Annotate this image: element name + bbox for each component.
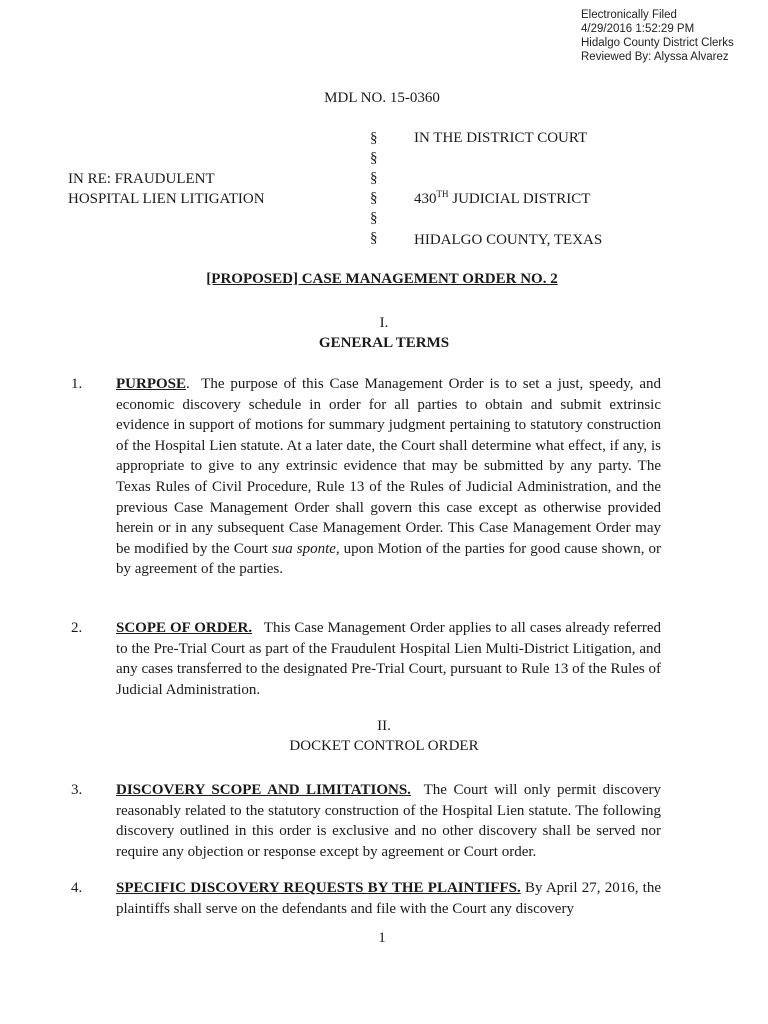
paragraph-body: SPECIFIC DISCOVERY REQUESTS BY THE PLAINTIFFS. By April 27, 2016, the plaintiffs shall serve on the defendants and file with the Court any discovery [116, 880, 662, 917]
judicial-district: 430TH JUDICIAL DISTRICT [414, 189, 591, 207]
case-style-line2: HOSPITAL LIEN LITIGATION [68, 191, 265, 207]
section-title: GENERAL TERMS [318, 335, 450, 351]
case-caption [0, 128, 768, 254]
order-title: [PROPOSED] CASE MANAGEMENT ORDER NO. 2 [206, 271, 558, 287]
paragraph-body: DISCOVERY SCOPE AND LIMITATIONS. The Court will only permit discovery reasonably related to the statutory construction of the Hospital Lien statute. The following discovery outlined in this order is exclusive and no other discovery shall be served nor require any objection or response except by agreement or Court order. [116, 782, 662, 860]
paragraph-body: PURPOSE. The purpose of this Case Management Order is to set a just, speedy, and economic discovery schedule in order for all parties to obtain and submit extrinsic evidence in support of motions for summary judgment pertaining to statutory construction of the Hospital Lien statute. At a later date, the Court shall determine what effect, if any, is appropriate to give to any extrinsic evidence that may be submitted by any party. The Texas Rules of Civil Procedure, Rule 13 of the Rules of Judicial Administration, and the previous Case Management Order shall govern this case except as otherwise provided herein or in any subsequent Case Management Order. This Case Management Order may be modified by the Court sua sponte, upon Motion of the parties for good cause shown, or by agreement of the parties. [116, 376, 661, 578]
section-title: DOCKET CONTROL ORDER [289, 738, 479, 754]
case-style [68, 169, 265, 209]
section-symbol-column [370, 128, 378, 248]
section-symbol: § [370, 170, 378, 186]
paragraph-purpose [71, 374, 661, 580]
page-number: 1 [378, 930, 386, 946]
section-numeral: I. [379, 315, 389, 331]
paragraph-lead: DISCOVERY SCOPE AND LIMITATIONS. [116, 782, 411, 798]
filing-stamp-date: 4/29/2016 1:52:29 PM [581, 23, 695, 35]
county-name: HIDALGO COUNTY, TEXAS [414, 232, 603, 248]
section-symbol: § [370, 230, 378, 246]
paragraph-lead: PURPOSE [116, 376, 187, 392]
filing-stamp-clerk: Hidalgo County District Clerks [581, 37, 734, 49]
italic-term: sua sponte [271, 540, 336, 557]
section-symbol: § [370, 190, 378, 206]
mdl-number: MDL NO. 15-0360 [324, 90, 440, 106]
filing-stamp-line: Electronically Filed [581, 9, 677, 21]
filing-stamp-reviewer: Reviewed By: Alyssa Alvarez [581, 51, 729, 63]
section-symbol: § [370, 150, 378, 166]
case-style-line1: IN RE: FRAUDULENT [68, 171, 215, 187]
paragraph-specific-discovery [71, 878, 661, 919]
paragraph-number: 1. [71, 376, 83, 392]
section-numeral: II. [377, 718, 391, 734]
section-heading-1 [0, 313, 768, 353]
paragraph-body: SCOPE OF ORDER. This Case Management Order applies to all cases already referred to the Pre-Trial Court as part of the Fraudulent Hospital Lien Multi-District Litigation, and any cases transferred to the designated Pre-Trial Court, pursuant to Rule 13 of the Rules of Judicial Administration. [116, 620, 661, 698]
paragraph-number: 2. [71, 620, 83, 636]
electronic-filing-stamp [581, 8, 734, 64]
paragraph-lead: SPECIFIC DISCOVERY REQUESTS BY THE PLAINTIFFS. [116, 880, 521, 896]
paragraph-scope [71, 618, 661, 700]
paragraph-number: 3. [71, 782, 83, 798]
paragraph-discovery-scope [71, 780, 661, 862]
paragraph-lead: SCOPE OF ORDER. [116, 620, 253, 636]
court-name: IN THE DISTRICT COURT [414, 130, 588, 146]
section-symbol: § [370, 130, 378, 146]
section-symbol: § [370, 210, 378, 226]
paragraph-number: 4. [71, 880, 83, 896]
section-heading-2 [0, 716, 768, 756]
